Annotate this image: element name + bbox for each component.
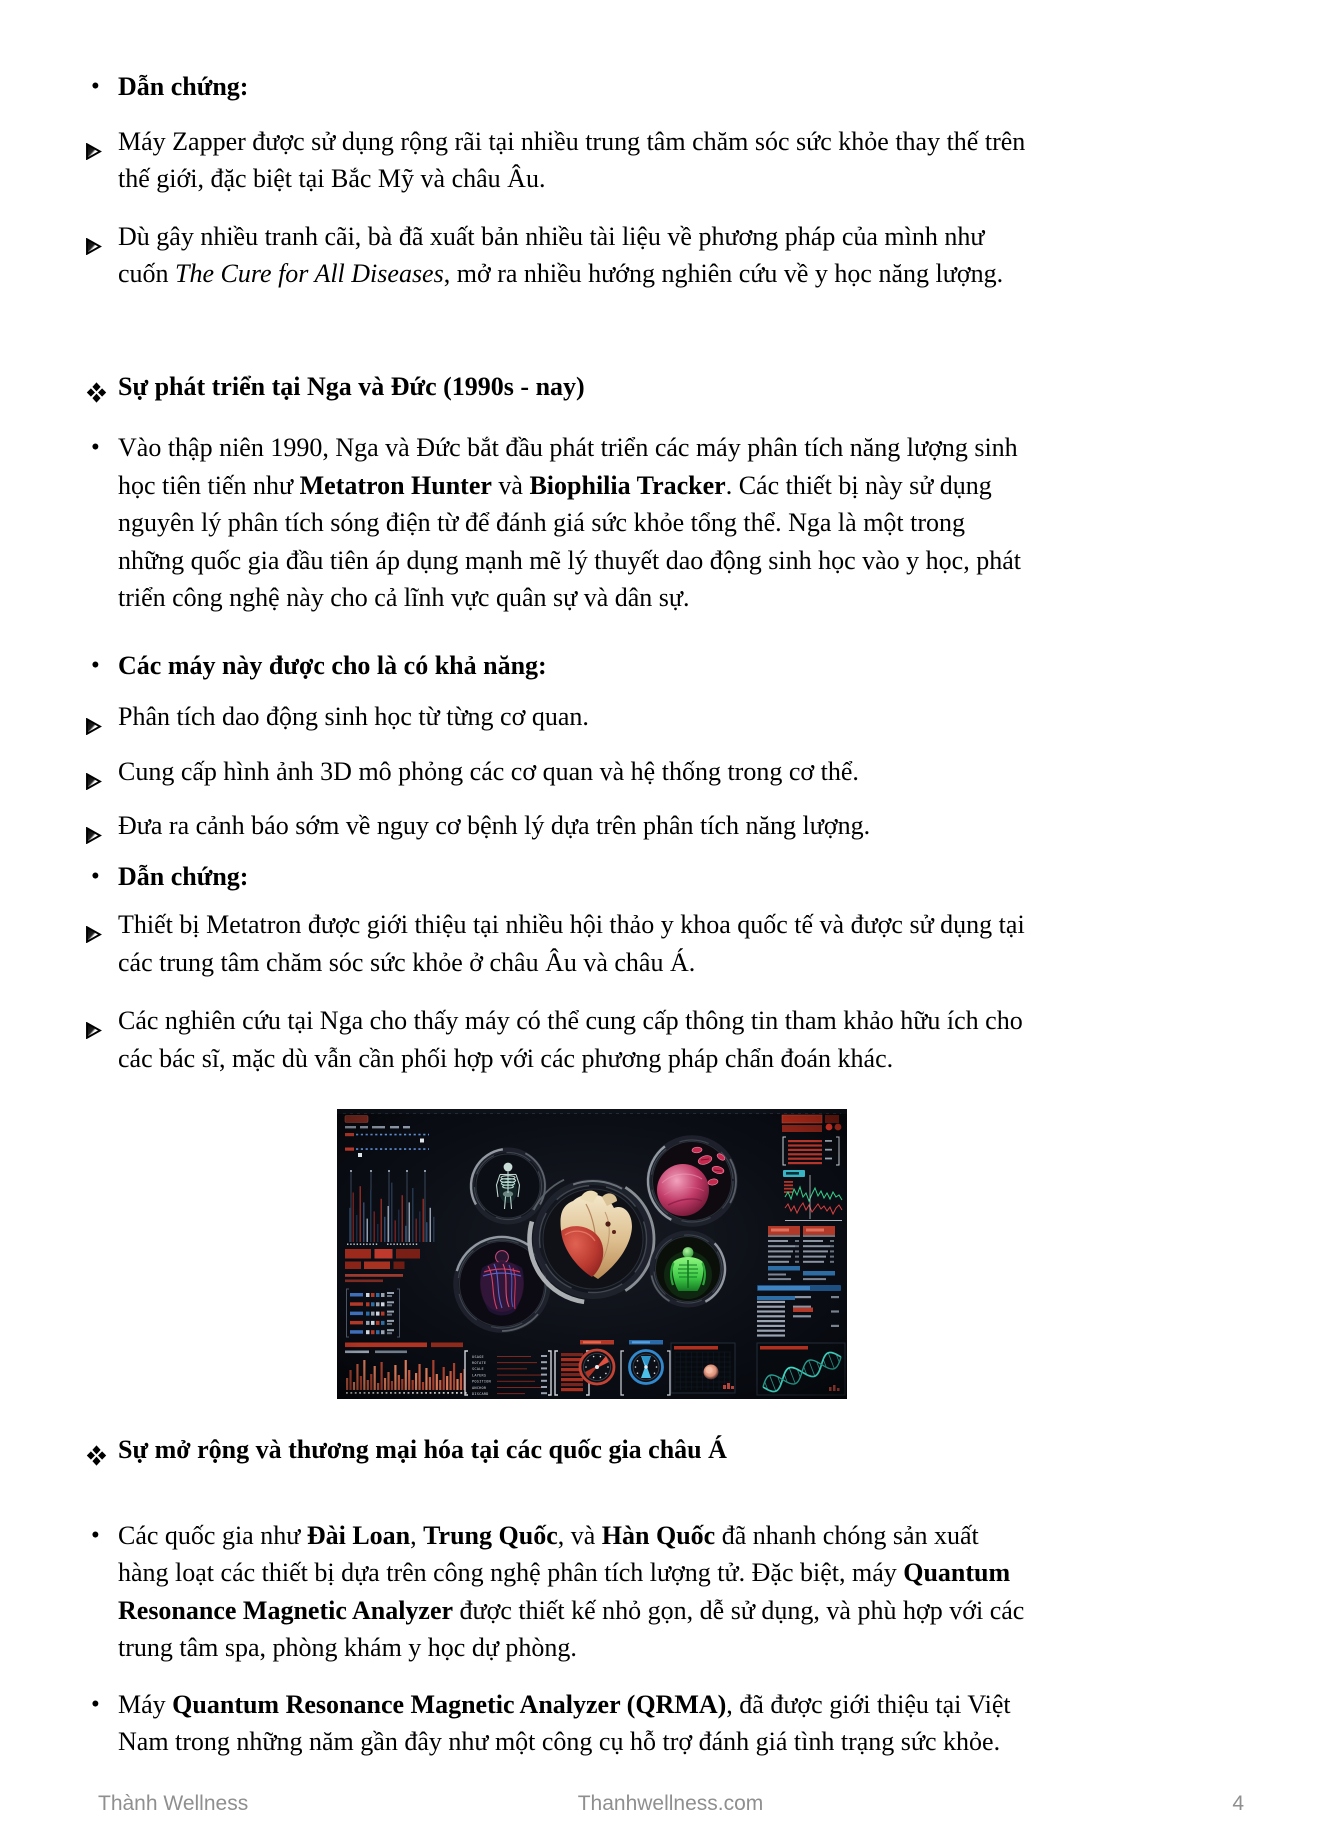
bullet-icon: • bbox=[91, 862, 100, 890]
arrowhead-icon bbox=[85, 228, 102, 245]
text-run: , đã được giới thiệu tại Việt Nam trong những năm gần đây như một công cụ hỗ trợ đánh giá tình trạng sức khỏe. bbox=[118, 1689, 1011, 1756]
bullet-icon: • bbox=[91, 1521, 100, 1549]
text-run: Dẫn chứng: bbox=[118, 861, 249, 891]
text-run: Hàn Quốc bbox=[601, 1520, 716, 1550]
text-run: Biophilia Tracker bbox=[529, 470, 726, 500]
list-item-arrow bbox=[85, 807, 1035, 845]
list-item-bullet bbox=[85, 1686, 1035, 1761]
text-run: The Cure for All Diseases bbox=[175, 259, 444, 288]
text-run: Thiết bị Metatron được giới thiệu tại nhiều hội thảo y khoa quốc tế và được sử dụng tại các trung tâm chăm sóc sức khỏe ở châu Âu và châu Á. bbox=[118, 910, 1025, 977]
list-item-arrow bbox=[85, 906, 1035, 981]
biofeedback-dashboard-image bbox=[337, 1109, 847, 1399]
list-item-bullet bbox=[85, 1517, 1035, 1667]
text-run: , mở ra nhiều hướng nghiên cứu về y học năng lượng. bbox=[443, 259, 1004, 288]
list-item-arrow bbox=[85, 123, 1035, 198]
diamond-icon bbox=[86, 376, 107, 397]
paragraph-text bbox=[118, 222, 1003, 289]
arrowhead-icon bbox=[85, 708, 102, 725]
text-run: đã nhanh chóng sản xuất hàng loạt các thiết bị dựa trên công nghệ phân tích lượng tử. Đặc biệt, máy bbox=[118, 1520, 979, 1587]
text-run: Các máy này được cho là có khả năng: bbox=[118, 650, 547, 680]
text-run: Các quốc gia như bbox=[118, 1520, 307, 1550]
footer-author: Thành Wellness bbox=[98, 1792, 249, 1815]
text-run: Dẫn chứng: bbox=[118, 72, 249, 101]
list-item-arrow bbox=[85, 698, 1035, 736]
section-header bbox=[85, 368, 1035, 406]
text-run: được thiết kế nhỏ gọn, dễ sử dụng, và phù hợp với các trung tâm spa, phòng khám y học dự phòng. bbox=[118, 1595, 1025, 1662]
arrowhead-icon bbox=[85, 817, 102, 834]
bullet-icon: • bbox=[91, 73, 100, 100]
text-run: Máy bbox=[118, 1689, 173, 1719]
bullet-icon: • bbox=[91, 434, 100, 461]
paragraph-text bbox=[118, 1435, 727, 1464]
text-run: Đài Loan bbox=[306, 1520, 411, 1550]
paragraph-text bbox=[118, 1006, 1023, 1073]
text-run: Sự phát triển tại Nga và Đức (1990s - nay) bbox=[118, 371, 585, 401]
paragraph-text bbox=[118, 1521, 1024, 1663]
arrowhead-icon bbox=[85, 916, 102, 933]
paragraph-text bbox=[118, 862, 248, 891]
list-item-bullet bbox=[85, 68, 1035, 106]
text-run: Máy Zapper được sử dụng rộng rãi tại nhiều trung tâm chăm sóc sức khỏe thay thế trên thế giới, đặc biệt tại Bắc Mỹ và châu Âu. bbox=[118, 126, 1026, 193]
text-run: . Các thiết bị này sử dụng nguyên lý phân tích sóng điện từ để đánh giá sức khỏe tổng thể. Nga là một trong những quốc gia đầu tiên áp dụng mạnh mẽ lý thuyết dao động sinh học vào y học, phát triển công nghệ này cho cả lĩnh vực quân sự và dân sự. bbox=[118, 470, 1021, 612]
paragraph-text bbox=[118, 72, 248, 101]
section-header bbox=[85, 1431, 1035, 1469]
text-run: Quantum Resonance Magnetic Analyzer (QRMA) bbox=[172, 1689, 727, 1719]
list-item-arrow bbox=[85, 753, 1035, 791]
biofeedback-dashboard-image bbox=[337, 1109, 847, 1399]
text-run: , và bbox=[557, 1520, 602, 1550]
text-run: Dù gây nhiều tranh cãi, bà đã xuất bản nhiều tài liệu về phương pháp của mình như cuốn bbox=[118, 221, 985, 288]
list-item-bullet bbox=[85, 647, 1035, 685]
footer-website: Thanhwellness.com bbox=[577, 1792, 764, 1815]
arrowhead-icon bbox=[85, 1012, 102, 1029]
text-run: Metatron Hunter bbox=[299, 470, 492, 500]
paragraph-text bbox=[118, 910, 1025, 977]
paragraph-text bbox=[118, 372, 585, 401]
bullet-icon: • bbox=[91, 1690, 100, 1718]
paragraph-text bbox=[118, 702, 589, 731]
page-footer bbox=[0, 1792, 1341, 1822]
text-run: Trung Quốc bbox=[423, 1520, 558, 1550]
list-item-bullet bbox=[85, 858, 1035, 896]
list-item-arrow bbox=[85, 218, 1035, 293]
text-run: Các nghiên cứu tại Nga cho thấy máy có thể cung cấp thông tin tham khảo hữu ích cho các bác sĩ, mặc dù vẫn cần phối hợp với các phương pháp chẩn đoán khác. bbox=[118, 1006, 1023, 1073]
list-item-bullet bbox=[85, 429, 1035, 617]
paragraph-text bbox=[118, 127, 1025, 194]
text-run: Đưa ra cảnh báo sớm về nguy cơ bệnh lý dựa trên phân tích năng lượng. bbox=[118, 811, 871, 840]
arrowhead-icon bbox=[85, 763, 102, 780]
text-run: và bbox=[491, 470, 530, 500]
paragraph-text bbox=[118, 651, 547, 680]
text-run: Phân tích dao động sinh học từ từng cơ quan. bbox=[118, 702, 589, 731]
page-number: 4 bbox=[1232, 1792, 1244, 1815]
paragraph-text bbox=[118, 1690, 1011, 1757]
text-run: Sự mở rộng và thương mại hóa tại các quốc gia châu Á bbox=[118, 1435, 727, 1464]
paragraph-text bbox=[118, 433, 1021, 612]
paragraph-text bbox=[118, 811, 870, 840]
list-item-arrow bbox=[85, 1002, 1035, 1077]
bullet-icon: • bbox=[91, 651, 100, 679]
text-run: , bbox=[410, 1520, 424, 1550]
arrowhead-icon bbox=[85, 133, 102, 150]
text-run: Cung cấp hình ảnh 3D mô phỏng các cơ quan và hệ thống trong cơ thể. bbox=[118, 756, 859, 786]
diamond-icon bbox=[86, 1439, 107, 1460]
paragraph-text bbox=[118, 757, 859, 786]
text-run: Quantum Resonance Magnetic Analyzer bbox=[118, 1558, 1011, 1625]
text-run: Vào thập niên 1990, Nga và Đức bắt đầu phát triển các máy phân tích năng lượng sinh học tiên tiến như bbox=[118, 433, 1018, 500]
